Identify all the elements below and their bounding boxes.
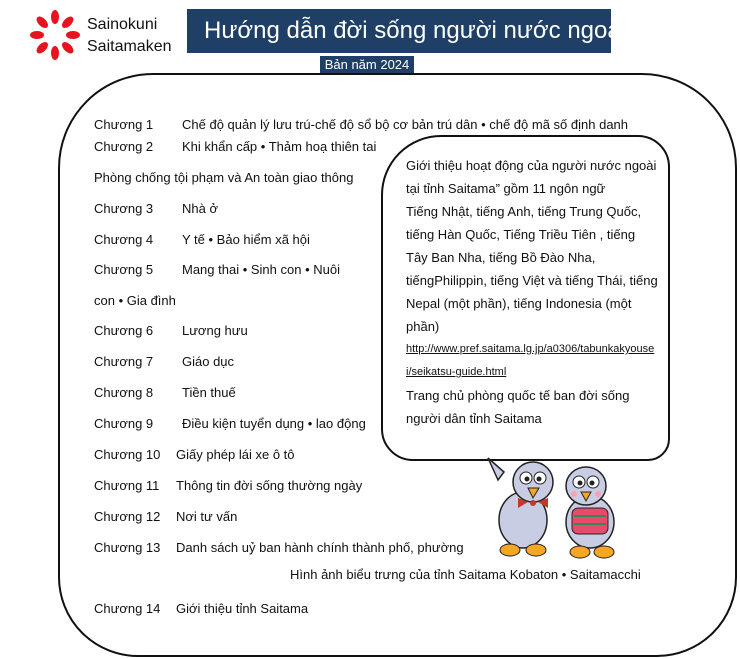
toc-title: Danh sách uỷ ban hành chính thành phố, phường [176,540,464,555]
toc-item-14 [94,600,309,618]
brand-name [87,14,172,58]
info-homepage: Trang chủ phòng quốc tế ban đời sống người dân tỉnh Saitama [406,388,630,426]
toc-title: Giấy phép lái xe ô tô [176,447,295,462]
toc-number: Chương 9 [94,416,154,431]
toc-item-9 [94,415,366,433]
toc-item-2-continued: Phòng chống tội phạm và An toàn giao thông [94,170,354,185]
toc-title: Giới thiệu tỉnh Saitama [176,601,309,616]
toc-item-5-continued: con • Gia đình [94,293,176,308]
toc-number: Chương 7 [94,354,154,369]
info-languages: Tiếng Nhật, tiếng Anh, tiếng Trung Quốc, tiếng Hàn Quốc, Tiếng Triều Tiên , tiếng Tây Ban Nha, tiếng Bồ Đào Nha, tiếngPhilippin, tiếng Việt và tiếng Thái, tiếng Nepal (một phần), tiếng Indonesia (một phần) [406,204,658,334]
edition-badge: Bản năm 2024 [320,56,414,74]
toc-item-8 [94,384,236,402]
toc-item-3 [94,200,218,218]
toc-title: Nơi tư vấn [176,509,238,524]
page-title: Hướng dẫn đời sống người nước ngoài [187,9,611,53]
toc-number: Chương 3 [94,201,154,216]
toc-title: Tiền thuế [182,385,236,400]
toc-item-7 [94,353,235,371]
toc-number: Chương 10 [94,447,161,462]
toc-item-1 [94,116,629,134]
toc-title: Chế độ quản lý lưu trú-chế độ sổ bộ cơ bản trú dân • chế độ mã số định danh [182,117,629,132]
toc-title: Mang thai • Sinh con • Nuôi [182,262,340,277]
toc-title: Giáo dục [182,354,235,369]
toc-item-13 [94,539,464,557]
toc-title: Khi khẩn cấp • Thảm hoạ thiên tai [182,139,377,154]
brand-line-2: Saitamaken [87,38,172,55]
toc-title: Y tế • Bảo hiểm xã hội [182,232,310,247]
toc-item-2 [94,138,377,156]
toc-number: Chương 11 [94,478,160,493]
toc-number: Chương 12 [94,509,161,524]
toc-item-5 [94,261,340,279]
toc-item-12 [94,508,238,526]
saitama-logo [30,10,80,60]
toc-number: Chương 1 [94,117,154,132]
info-intro: Giới thiệu hoạt động của người nước ngoài tại tỉnh Saitama” gồm 11 ngôn ngữ [406,158,657,196]
guide-url-link[interactable]: http://www.pref.saitama.lg.jp/a0306/tabunkakyousei/seikatsu-guide.html [406,343,655,378]
toc-item-4 [94,231,310,249]
toc-item-10 [94,446,295,464]
kobaton-icon [488,458,553,556]
toc-title: Lương hưu [182,323,248,338]
toc-number: Chương 8 [94,385,154,400]
toc-title: Nhà ở [182,201,218,216]
kobaton-mascots-image [478,450,638,565]
toc-number: Chương 6 [94,323,154,338]
brand-line-1: Sainokuni [87,16,158,33]
toc-title: Thông tin đời sống thường ngày [176,478,363,493]
mascot-caption: Hình ảnh biểu trưng của tỉnh Saitama Kobaton • Saitamacchi [290,567,641,582]
toc-number: Chương 4 [94,232,154,247]
toc-item-11 [94,477,363,495]
toc-number: Chương 5 [94,262,154,277]
toc-item-6 [94,322,248,340]
toc-number: Chương 13 [94,540,161,555]
saitamacchi-icon [566,467,614,558]
toc-number: Chương 14 [94,601,161,616]
toc-number: Chương 2 [94,139,154,154]
language-info-box [381,135,670,461]
toc-title: Điều kiện tuyển dụng • lao động [182,416,366,431]
